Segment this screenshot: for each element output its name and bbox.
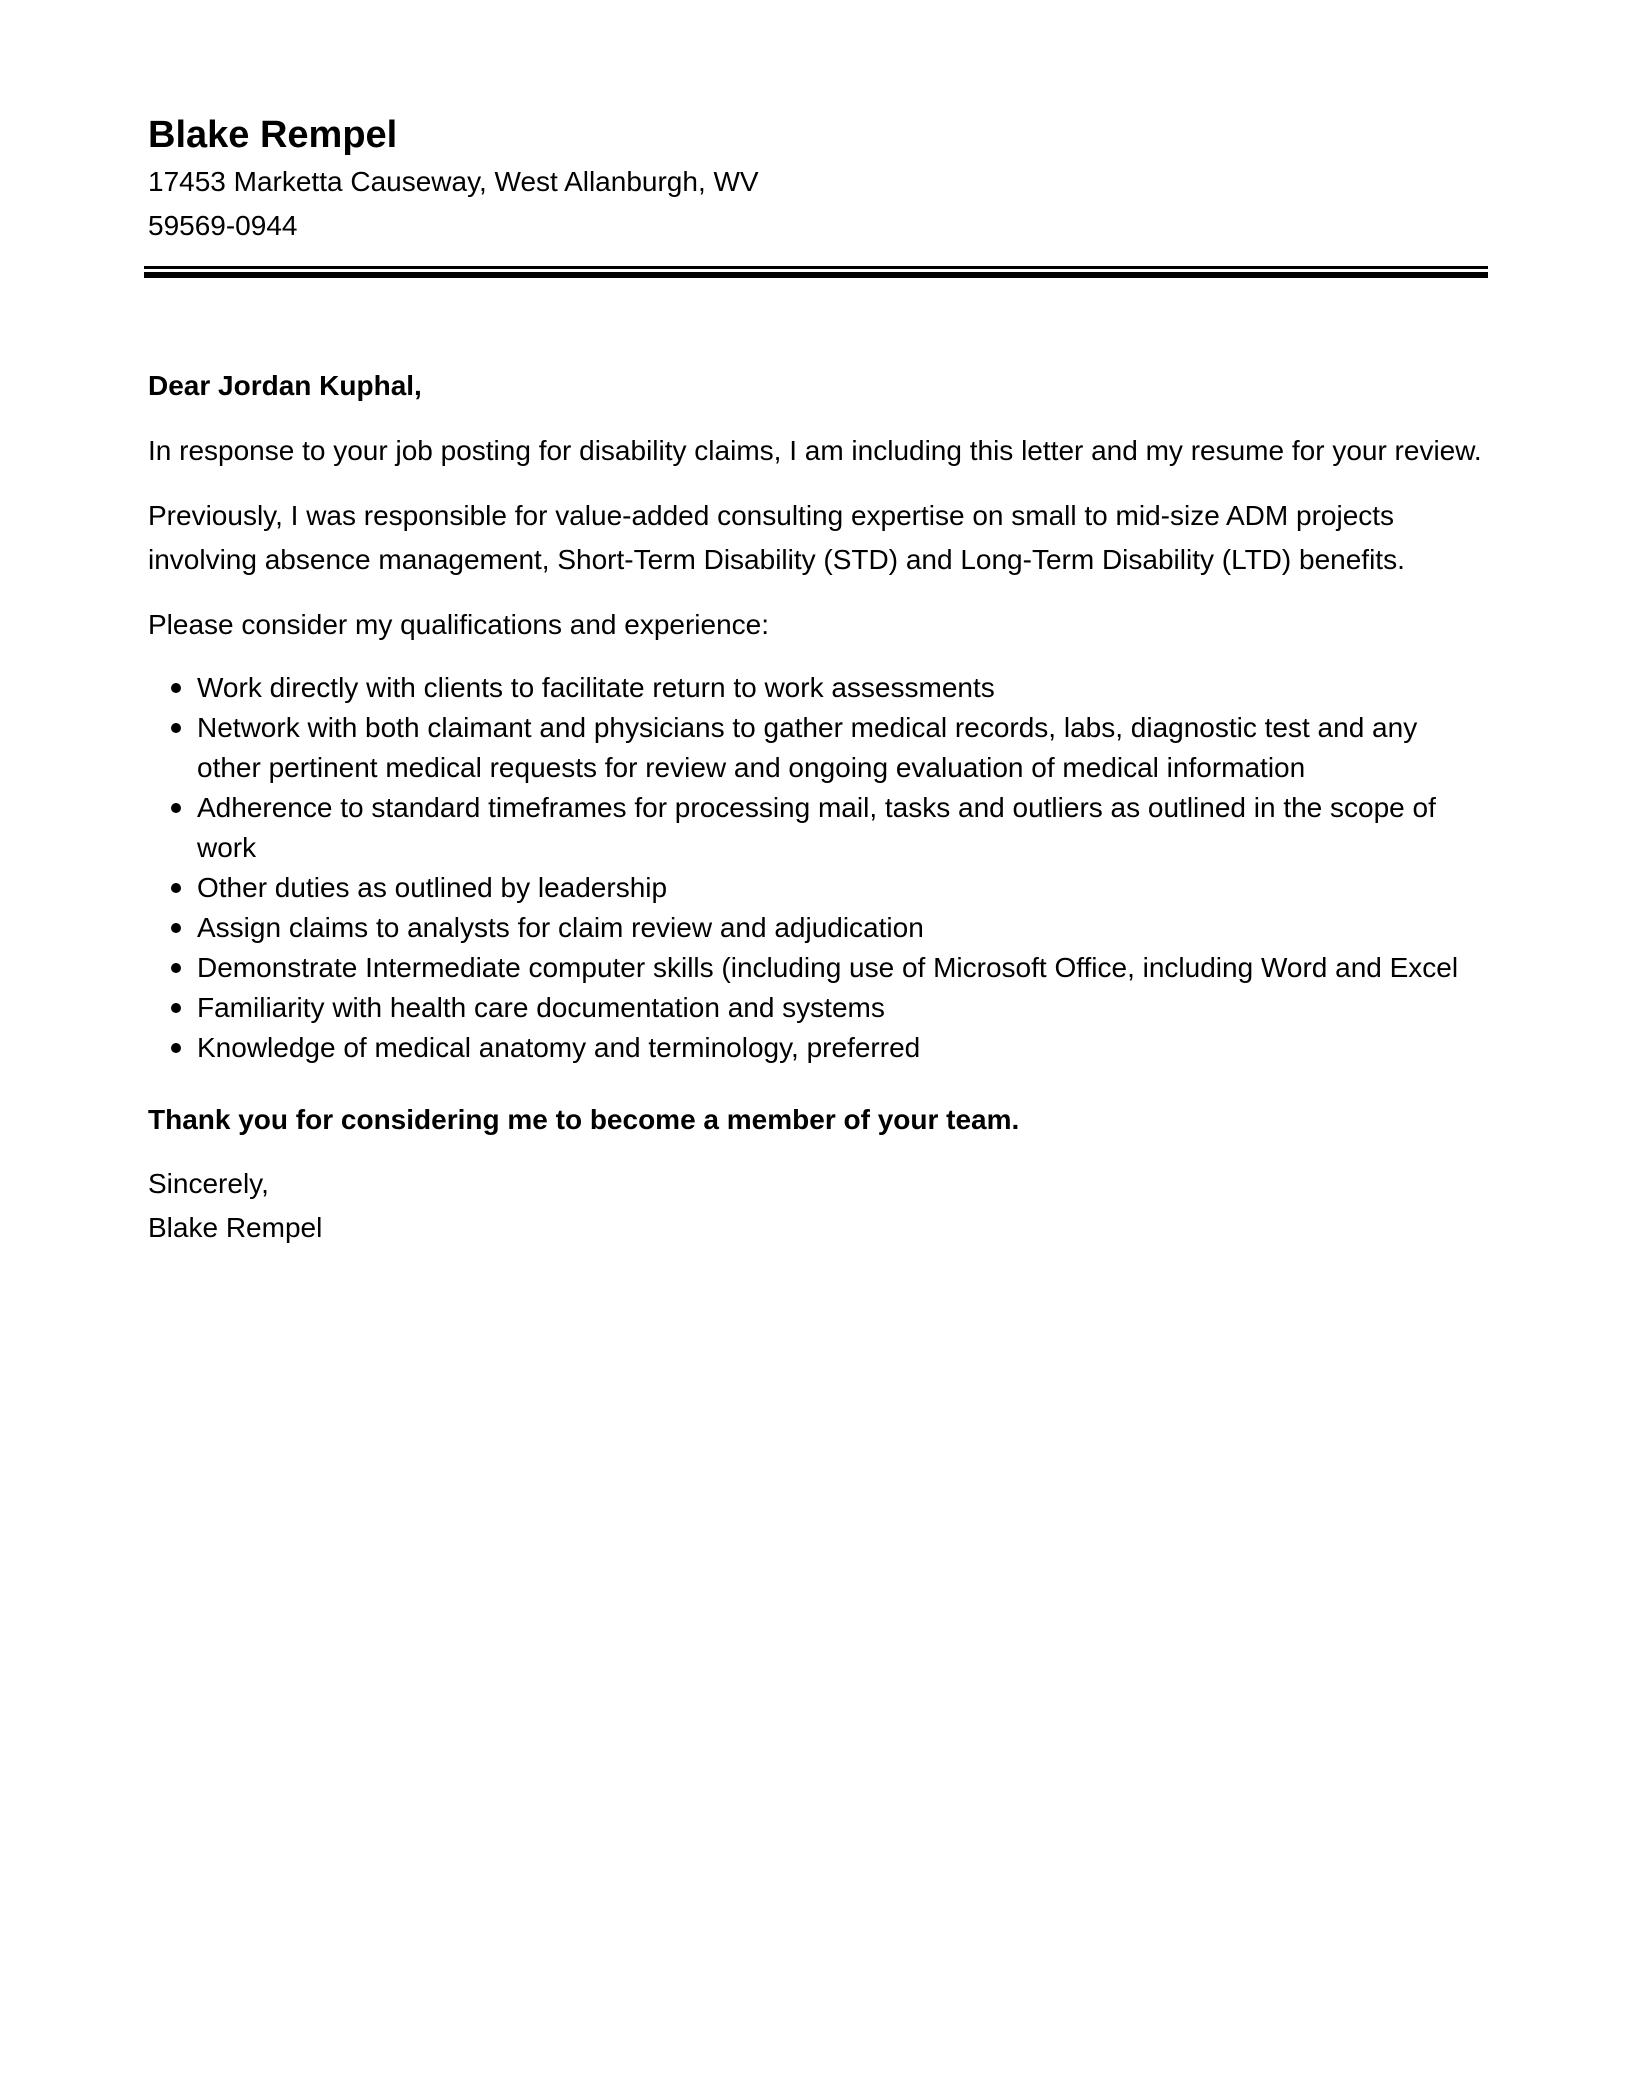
list-item xyxy=(148,868,1484,908)
list-item-text: Other duties as outlined by leadership xyxy=(197,872,668,903)
list-item xyxy=(148,708,1484,788)
sender-address: 17453 Marketta Causeway, West Allanburgh, WV 59569-0944 xyxy=(148,166,759,241)
qualifications-intro: Please consider my qualifications and experience: xyxy=(148,609,770,640)
qualifications-list xyxy=(148,668,1484,1068)
closing-line: Thank you for considering me to become a member of your team. xyxy=(148,1104,1020,1135)
header-divider xyxy=(144,266,1488,278)
bullet-icon xyxy=(171,923,181,933)
list-item xyxy=(148,988,1484,1028)
list-item-text: Knowledge of medical anatomy and terminology, preferred xyxy=(197,1032,921,1063)
list-item xyxy=(148,788,1484,868)
list-item-text: Demonstrate Intermediate computer skills (including use of Microsoft Office, including Word and Excel xyxy=(197,952,1459,983)
experience-paragraph: Previously, I was responsible for value-added consulting expertise on small to mid-size ADM projects involving absence management, Short-Term Disability (STD) and Long-Term Disability (LTD) benefits. xyxy=(148,500,1405,575)
list-item-text: Familiarity with health care documentation and systems xyxy=(197,992,885,1023)
list-item xyxy=(148,668,1484,708)
sender-name: Blake Rempel xyxy=(148,114,398,156)
list-item-text: Assign claims to analysts for claim review and adjudication xyxy=(197,912,924,943)
bullet-icon xyxy=(171,1043,181,1053)
list-item-text: Network with both claimant and physicians to gather medical records, labs, diagnostic test and any other pertinent medical requests for review and ongoing evaluation of medical information xyxy=(197,712,1418,783)
letter-body xyxy=(148,364,1484,1250)
signoff: Sincerely, xyxy=(148,1168,269,1199)
letter-header xyxy=(148,0,1484,278)
bullet-icon xyxy=(171,963,181,973)
signature-name: Blake Rempel xyxy=(148,1212,323,1243)
list-item xyxy=(148,908,1484,948)
list-item-text: Adherence to standard timeframes for processing mail, tasks and outliers as outlined in the scope of work xyxy=(197,792,1436,863)
intro-paragraph: In response to your job posting for disability claims, I am including this letter and my resume for your review. xyxy=(148,435,1482,466)
bullet-icon xyxy=(171,883,181,893)
list-item-text: Work directly with clients to facilitate return to work assessments xyxy=(197,672,995,703)
bullet-icon xyxy=(171,723,181,733)
bullet-icon xyxy=(171,683,181,693)
list-item xyxy=(148,948,1484,988)
list-item xyxy=(148,1028,1484,1068)
salutation: Dear Jordan Kuphal, xyxy=(148,370,422,401)
bullet-icon xyxy=(171,1003,181,1013)
bullet-icon xyxy=(171,803,181,813)
